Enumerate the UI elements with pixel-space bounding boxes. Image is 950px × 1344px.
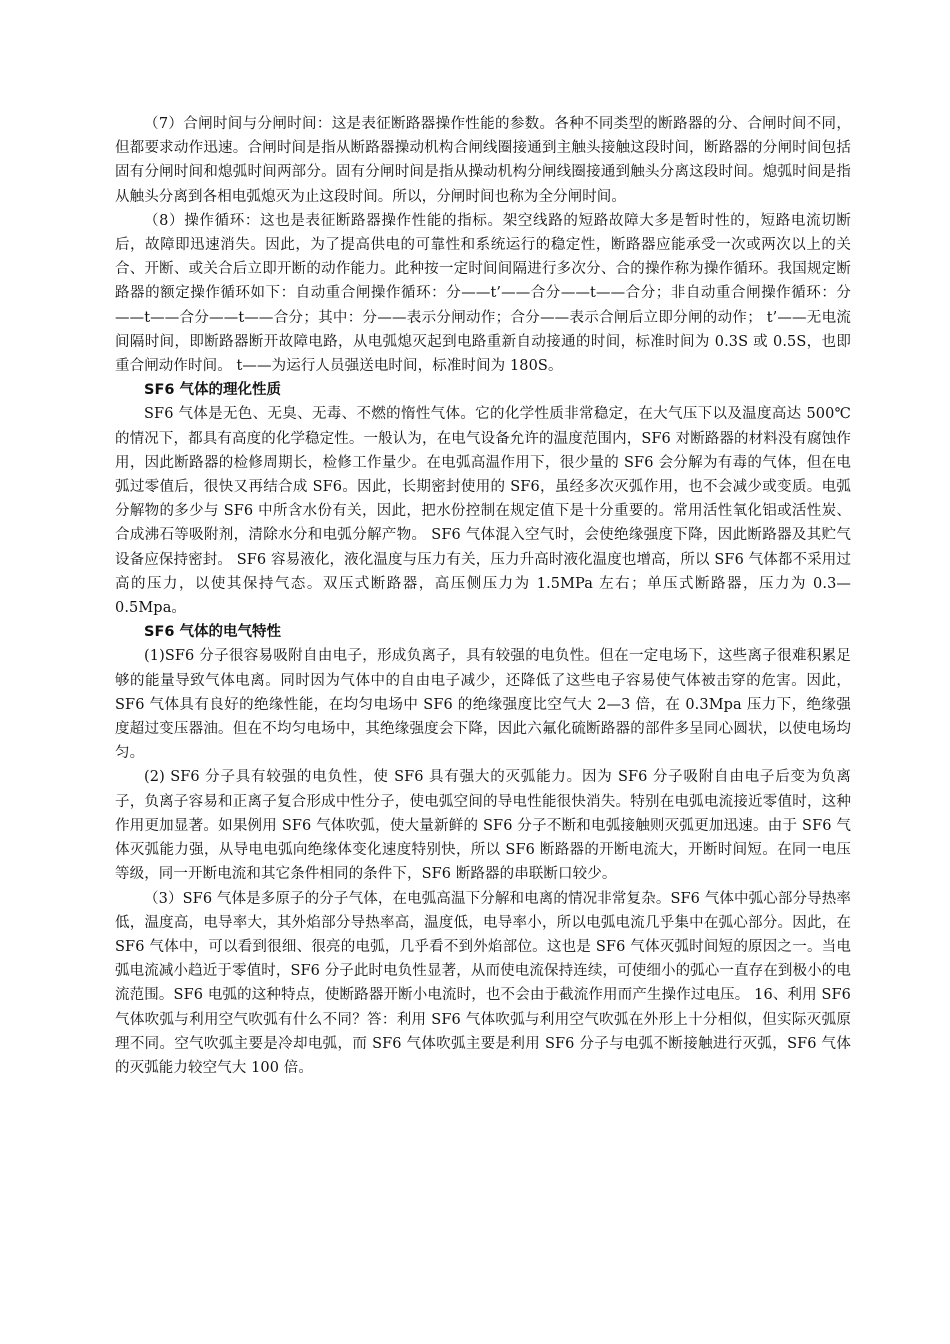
paragraph-electrical-2: (2) SF6 分子具有较强的电负性，使 SF6 具有强大的灭弧能力。因为 SF6 分子吸附自由电子后变为负离子，负离子容易和正离子复合形成中性分子，使电弧空间的导电性能很快消失。特别在电弧电流接近零值时，这种作用更加显著。如果例用 SF6 气体吹弧，使大量新鲜的 SF6 分子不断和电弧接触则灭弧更加迅速。由于 SF6 气体灭弧能力强，从导电电弧向绝缘体变化速度特别快，所以 SF6 断路器的开断电流大，开断时间短。在同一电压等级，同一开断电流和其它条件相同的条件下，SF6 断路器的串联断口较少。 <box>115 769 851 883</box>
paragraph-closing-opening-time: （7）合闸时间与分闸时间：这是表征断路器操作性能的参数。各种不同类型的断路器的分、合闸时间不同，但都要求动作迅速。合闸时间是指从断路器操动机构合闸线圈接通到主触头接触这段时间，断路器的分闸时间包括固有分闸时间和熄弧时间两部分。固有分闸时间是指从操动机构分闸线圈接通到触头分离这段时间。熄弧时间是指从触头分离到各相电弧熄灭为止这段时间。所以，分闸时间也称为全分闸时间。 <box>115 116 851 205</box>
section-heading-electrical: SF6 气体的电气特性 <box>144 624 281 641</box>
paragraph-operating-cycle: （8）操作循环：这也是表征断路器操作性能的指标。架空线路的短路故障大多是暂时性的，短路电流切断后，故障即迅速消失。因此，为了提高供电的可靠性和系统运行的稳定性，断路器应能承受一次或两次以上的关合、开断、或关合后立即开断的动作能力。此种按一定时间间隔进行多次分、合的操作称为操作循环。我国规定断路器的额定操作循环如下：自动重合闸操作循环：分——t’——合分——t——合分；非自动重合闸操作循环：分——t——合分——t——合分；其中：分——表示分闸动作；合分——表示合闸后立即分闸的动作； t’——无电流间隔时间，即断路器断开故障电路，从电弧熄灭起到电路重新自动接通的时间，标准时间为 0.3S 或 0.5S，也即重合闸动作时间。 t——为运行人员强送电时间，标准时间为 180S。 <box>115 212 851 375</box>
paragraph-physicochemical: SF6 气体是无色、无臭、无毒、不燃的惰性气体。它的化学性质非常稳定，在大气压下以及温度高达 500℃的情况下，都具有高度的化学稳定性。一般认为，在电气设备允许的温度范围内，SF6 对断路器的材料没有腐蚀作用，因此断路器的检修周期长，检修工作量少。在电弧高温作用下，很少量的 SF6 会分解为有毒的气体，但在电弧过零值后，很快又再结合成 SF6。因此，长期密封使用的 SF6，虽经多次灭弧作用，也不会减少或变质。电弧分解物的多少与 SF6 中所含水份有关，因此，把水份控制在规定值下是十分重要的。常用活性氧化铝或活性炭、合成沸石等吸附剂，清除水分和电弧分解产物。 SF6 气体混入空气时，会使绝缘强度下降，因此断路器及其贮气设备应保持密封。 SF6 容易液化，液化温度与压力有关，压力升高时液化温度也增高，所以 SF6 气体都不采用过高的压力，以使其保持气态。双压式断路器，高压侧压力为 1.5MPa 左右；单压式断路器，压力为 0.3—0.5Mpa。 <box>115 406 851 617</box>
paragraph-electrical-3: （3）SF6 气体是多原子的分子气体，在电弧高温下分解和电离的情况非常复杂。SF6 气体中弧心部分导热率低，温度高，电导率大，其外焰部分导热率高，温度低，电导率小，所以电弧电流几乎集中在弧心部分。因此，在 SF6 气体中，可以看到很细、很亮的电弧，几乎看不到外焰部位。这也是 SF6 气体灭弧时间短的原因之一。当电弧电流减小趋近于零值时，SF6 分子此时电负性显著，从而使电流保持连续，可使细小的弧心一直存在到极小的电流范围。SF6 电弧的这种特点，使断路器开断小电流时，也不会由于截流作用而产生操作过电压。 16、利用 SF6 气体吹弧与利用空气吹弧有什么不同？答：利用 SF6 气体吹弧与利用空气吹弧在外形上十分相似，但实际灭弧原理不同。空气吹弧主要是冷却电弧，而 SF6 气体吹弧主要是利用 SF6 分子与电弧不断接触进行灭弧，SF6 气体的灭弧能力较空气大 100 倍。 <box>115 890 852 1076</box>
document-page <box>115 112 851 1080</box>
paragraph-electrical-1: (1)SF6 分子很容易吸附自由电子，形成负离子，具有较强的电负性。但在一定电场下，这些离子很难积累足够的能量导致气体电离。同时因为气体中的自由电子减少，还降低了这些电子容易使气体被击穿的危害。因此，SF6 气体具有良好的绝缘性能，在均匀电场中 SF6 的绝缘强度比空气大 2—3 倍，在 0.3Mpa 压力下，绝缘强度超过变压器油。但在不均匀电场中，其绝缘强度会下降，因此六氟化硫断路器的部件多呈同心圆状，以使电场均匀。 <box>115 648 851 762</box>
section-heading-physicochemical: SF6 气体的理化性质 <box>144 382 281 399</box>
